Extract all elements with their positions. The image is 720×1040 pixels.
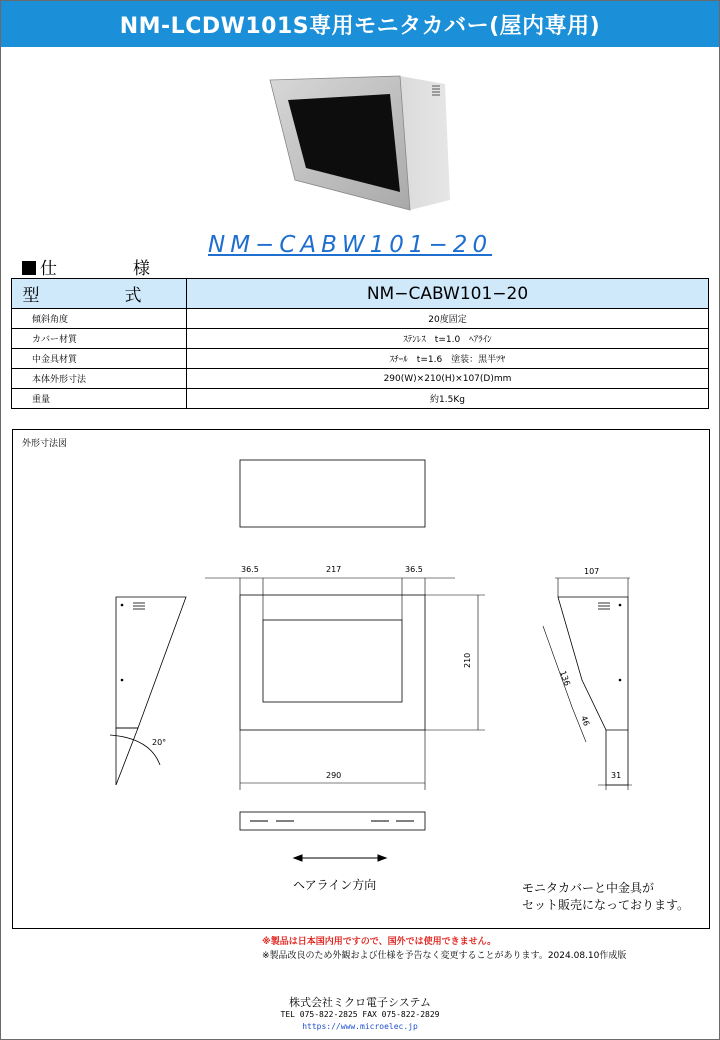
dim-left-margin: 36.5	[241, 565, 259, 574]
right-dimensions	[543, 578, 632, 790]
spec-label: 重量	[12, 389, 187, 409]
company-name: 株式会社ミクロ電子システム	[289, 996, 431, 1009]
spec-label: 中金具材質	[12, 349, 187, 369]
website-link[interactable]: https://www.microelec.jp	[302, 1022, 418, 1031]
hairline-direction-label: ヘアライン方向	[293, 878, 377, 892]
spec-change-notice: ※製品改良のため外観および仕様を予告なく変更することがあります。2024.08.10作成版	[262, 951, 627, 961]
spec-value: 約1.5Kg	[187, 389, 709, 409]
top-view	[240, 460, 425, 527]
domestic-use-warning: ※製品は日本国内用ですので、国外では使用できません。	[262, 937, 497, 947]
product-model-heading: NM−CABW101−20	[208, 232, 493, 258]
dim-bottom-len: 31	[611, 771, 622, 780]
spec-label: カバー材質	[12, 329, 187, 349]
screw-holes	[121, 604, 622, 682]
dimension-drawing-title: 外形寸法図	[22, 439, 68, 449]
dim-center-width: 217	[326, 565, 342, 574]
side-vent-icon	[133, 603, 145, 609]
spec-label: 本体外形寸法	[12, 369, 187, 389]
front-view	[240, 595, 425, 730]
double-arrow-icon	[294, 855, 386, 861]
dim-right-margin: 36.5	[405, 565, 423, 574]
left-side-view	[110, 597, 186, 785]
right-side-view	[558, 597, 628, 785]
page-title: NM-LCDW101S専用モニタカバー(屋内専用)	[1, 1, 719, 47]
spec-heading: 仕 様	[22, 254, 150, 279]
dim-angle: 20°	[152, 738, 167, 747]
spec-value: 290(W)×210(H)×107(D)mm	[187, 369, 709, 389]
model-label: 型 式	[12, 279, 187, 309]
dim-slant-len: 136	[558, 669, 572, 688]
dim-lower-len: 46	[579, 714, 592, 728]
spec-label: 傾斜角度	[12, 309, 187, 329]
front-dimensions	[205, 578, 485, 790]
dim-height: 210	[463, 652, 472, 668]
right-vent-icon	[598, 603, 610, 609]
contact-info: TEL 075-822-2825 FAX 075-822-2829	[280, 1010, 440, 1019]
spec-value: ｽﾃﾝﾚｽ t=1.0 ﾍｱﾗｲﾝ	[187, 329, 709, 349]
model-value: NM−CABW101−20	[187, 279, 709, 309]
spec-value: ｽﾁｰﾙ t=1.6 塗装：黒半ﾂﾔ	[187, 349, 709, 369]
set-sale-note: モニタカバーと中金具が セット販売になっております。	[522, 881, 690, 912]
dim-depth: 107	[584, 567, 600, 576]
spec-value: 20度固定	[187, 309, 709, 329]
dim-width: 290	[326, 771, 342, 780]
